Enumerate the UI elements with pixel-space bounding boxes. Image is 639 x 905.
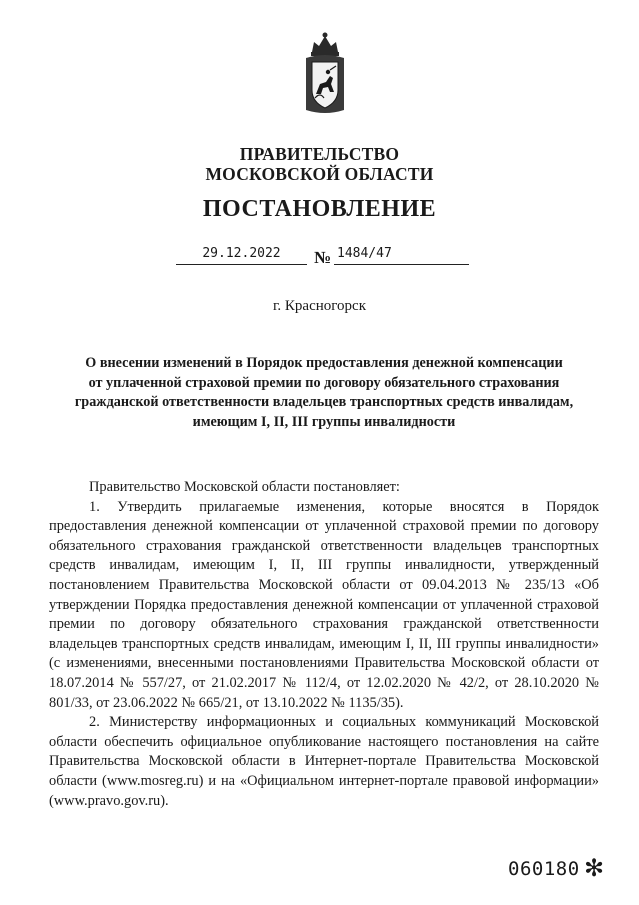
asterisk-mark: ✻ xyxy=(584,854,605,882)
title-line: гражданской ответственности владельцев транспортных средств инвалидам, xyxy=(74,394,574,410)
paragraph-1: 1. Утвердить прилагаемые изменения, которые вносятся в Порядок предоставления денежной компенсации от уплаченной страховой премии по договору обязательного страхования гражданской ответственности владельцев транспортных средств инвалидам, имеющим I, II, III группы инвалидности, утвержденный постановлением Правительства Московской области от 09.04.2013 № 235/13 «Об утверждении Порядка предоставления денежной компенсации от уплаченной страховой премии по договору обязательного страхования гражданской ответственности владельцев транспортных средств инвалидам, имеющим I, II, III группы инвалидности» (с изменениями, внесенными постановлениями Правительства Московской области от 18.07.2014 № 557/27, от 21.02.2017 № 112/4, от 12.02.2020 № 42/2, от 28.10.2020 № 801/33, от 23.06.2022 № 665/21, от 13.10.2022 № 1135/35). xyxy=(49,498,599,711)
document-title xyxy=(40,354,608,432)
paragraph-2: 2. Министерству информационных и социальных коммуникаций Московской области обеспечить официальное опубликование настоящего постановления на сайте Правительства Московской области в Интернет-портале Правительства Московской области (www.mosreg.ru) и на «Официальном интернет-портале правовой информации» (www.pravo.gov.ru). xyxy=(49,714,599,809)
title-line: О внесении изменений в Порядок предоставления денежной компенсации xyxy=(85,355,563,371)
intro-paragraph: Правительство Московской области постановляет: xyxy=(89,479,400,495)
document-body xyxy=(49,478,599,811)
title-line: от уплаченной страховой премии по договору обязательного страхования xyxy=(88,374,560,391)
government-title-line1: ПРАВИТЕЛЬСТВО xyxy=(239,144,400,164)
document-number: 1484/47 xyxy=(334,246,469,265)
coat-of-arms-icon xyxy=(300,30,350,120)
city-label: г. Красногорск xyxy=(272,298,367,314)
government-title-line2: МОСКОВСКОЙ ОБЛАСТИ xyxy=(205,164,434,184)
title-line: имеющим I, II, III группы инвалидности xyxy=(192,413,456,430)
document-type-heading: ПОСТАНОВЛЕНИЕ xyxy=(202,196,437,222)
document-date: 29.12.2022 xyxy=(176,246,307,265)
registration-number: 060180 xyxy=(508,858,580,880)
number-sign: № xyxy=(314,248,332,267)
